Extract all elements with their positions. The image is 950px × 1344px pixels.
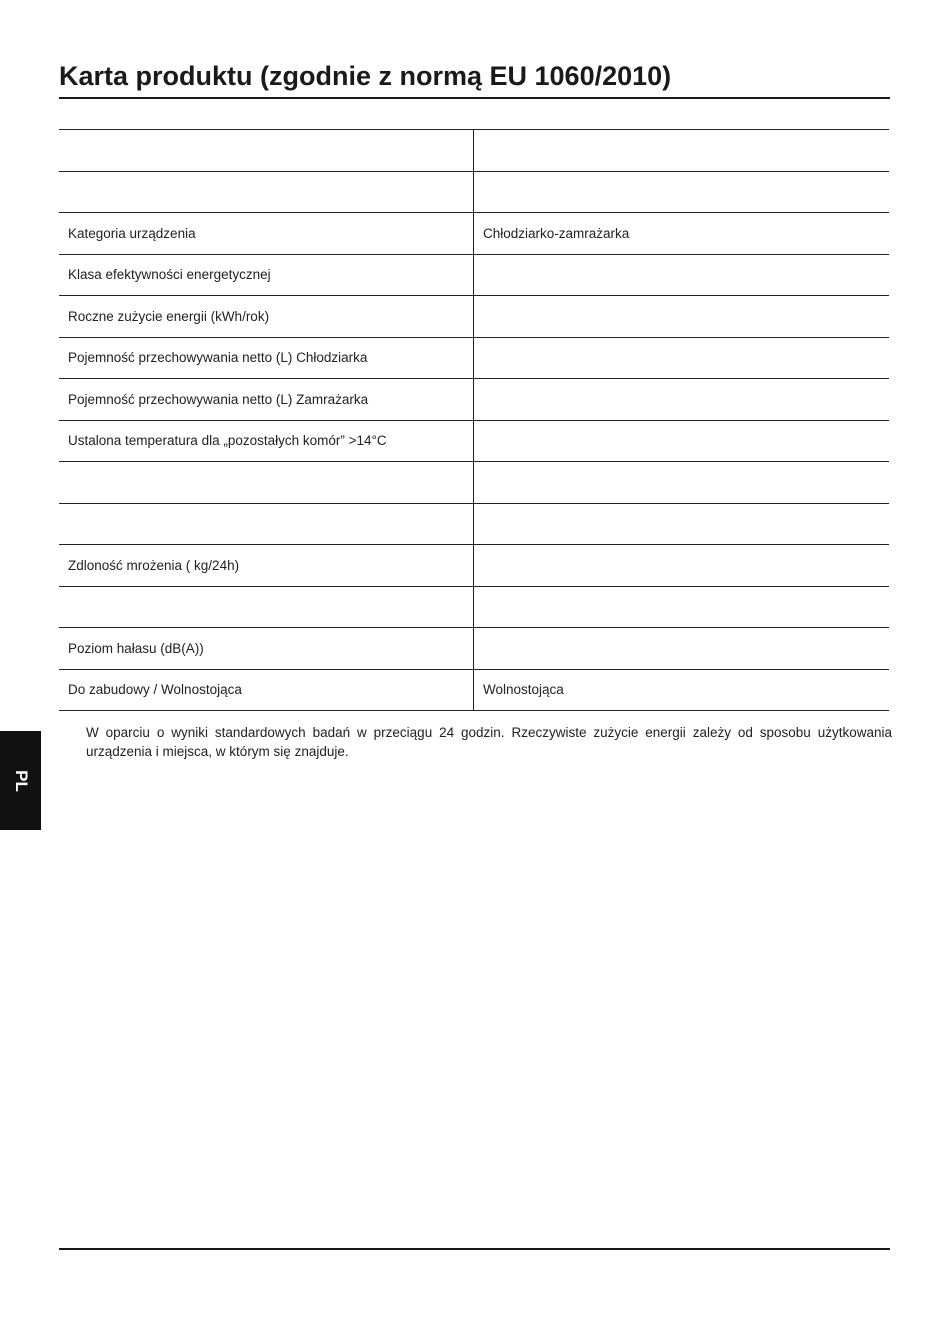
row-value [474,586,890,628]
table-row [59,130,889,172]
row-label: Ustalona temperatura dla „pozostałych komór” >14°C [59,420,474,462]
row-value: Wolnostojąca [474,669,890,711]
page-title: Karta produktu (zgodnie z normą EU 1060/2010) [59,61,672,91]
row-value [474,171,890,213]
row-value [474,462,890,504]
row-value: Chłodziarko-zamrażarka [474,213,890,255]
row-label: Pojemność przechowywania netto (L) Chłodziarka [59,337,474,379]
table-row [59,379,889,421]
row-value [474,420,890,462]
row-value [474,379,890,421]
table-row [59,296,889,338]
row-label: Zdloność mrożenia ( kg/24h) [59,545,474,587]
table-row [59,171,889,213]
row-label: Pojemność przechowywania netto (L) Zamrażarka [59,379,474,421]
row-value [474,628,890,670]
title-divider [59,97,890,99]
table-row [59,213,889,255]
row-label: Roczne zużycie energii (kWh/rok) [59,296,474,338]
table-row [59,462,889,504]
row-value [474,503,890,545]
row-value [474,254,890,296]
product-spec-table [59,129,889,711]
row-value [474,130,890,172]
row-label: Do zabudowy / Wolnostojąca [59,669,474,711]
row-label [59,462,474,504]
table-row [59,669,889,711]
row-value [474,337,890,379]
table-row [59,254,889,296]
bottom-divider [59,1248,890,1250]
footnote-text: W oparciu o wyniki standardowych badań w przeciągu 24 godzin. Rzeczywiste zużycie energii zależy od sposobu użytkowania urządzenia i miejsca, w którym się znajduje. [86,725,892,759]
language-tab-label: PL [11,769,31,792]
row-label: Poziom hałasu (dB(A)) [59,628,474,670]
row-label: Klasa efektywności energetycznej [59,254,474,296]
row-label [59,503,474,545]
table-row [59,586,889,628]
row-label [59,586,474,628]
table-row [59,503,889,545]
table-row [59,628,889,670]
table-row [59,337,889,379]
table-row [59,545,889,587]
table-row [59,420,889,462]
row-label [59,171,474,213]
row-value [474,545,890,587]
row-label: Kategoria urządzenia [59,213,474,255]
language-tab [0,731,41,830]
row-label [59,130,474,172]
row-value [474,296,890,338]
